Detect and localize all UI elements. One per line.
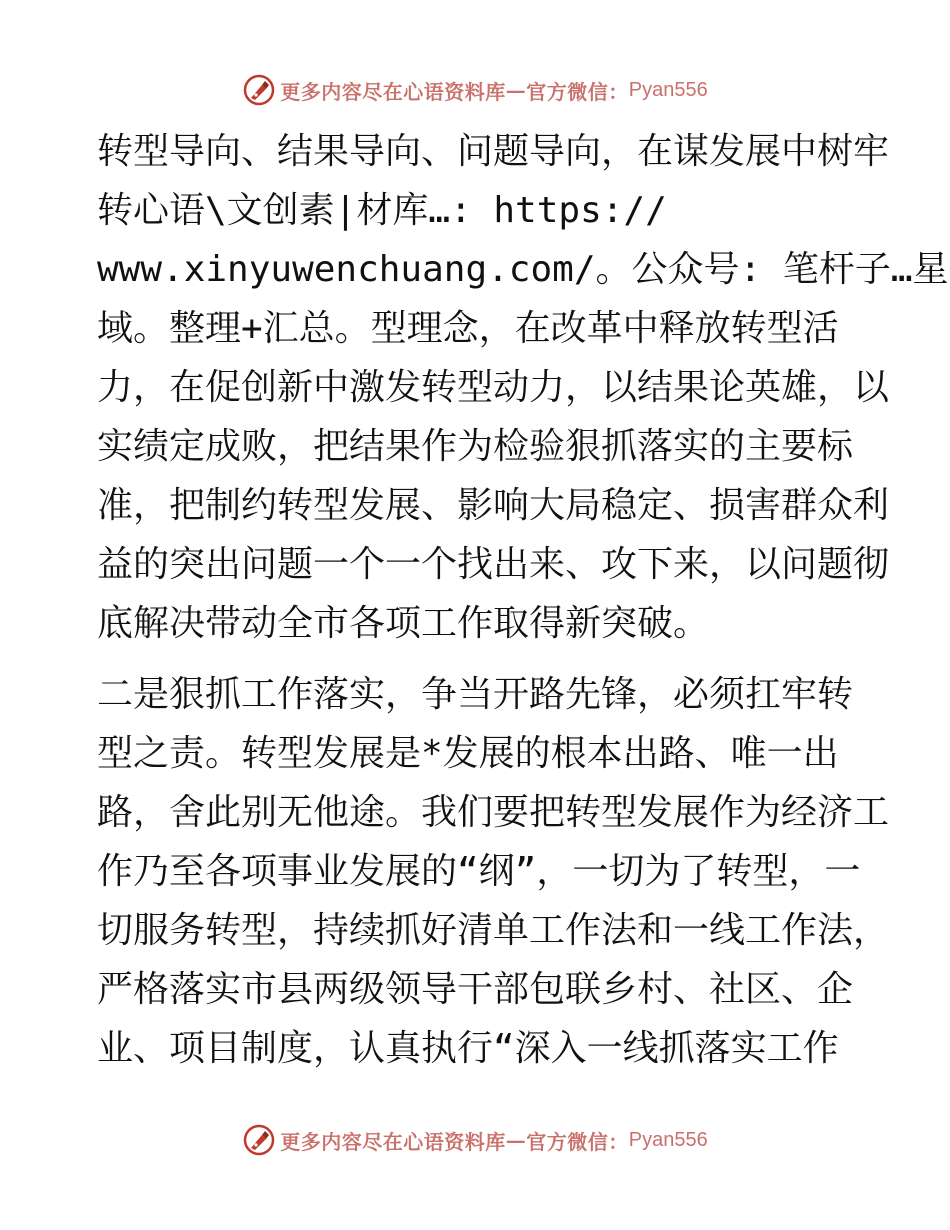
header-watermark-banner — [0, 70, 950, 110]
text-line: 切服务转型，持续抓好清单工作法和一线工作法， — [97, 910, 890, 951]
text-line: 域。整理+汇总。型理念，在改革中释放转型活 — [97, 308, 839, 349]
paragraph-2 — [97, 665, 890, 1078]
banner-subtext: 官方微信： — [526, 1129, 629, 1154]
banner-separator: — — [505, 1128, 527, 1152]
text-line: 业、项目制度，认真执行“深入一线抓落实工作 — [97, 1028, 839, 1069]
banner-subtext: 官方微信： — [526, 79, 629, 104]
pen-nib-logo-icon — [242, 1123, 276, 1157]
text-line: 转心语\文创素|材库…: https:// — [97, 190, 667, 231]
banner-separator: — — [505, 78, 527, 102]
banner-title: 更多内容尽在心语资料库 — [280, 1129, 506, 1154]
banner-handle: Pyan556 — [628, 78, 708, 101]
banner-handle: Pyan556 — [628, 1128, 708, 1151]
text-line: 益的突出问题一个一个找出来、攻下来，以问题彻 — [97, 544, 890, 585]
text-line: 实绩定成败，把结果作为检验狠抓落实的主要标 — [97, 426, 854, 467]
text-line: 作乃至各项事业发展的“纲”，一切为了转型，一 — [97, 851, 861, 892]
footer-watermark-banner — [0, 1120, 950, 1160]
banner-title: 更多内容尽在心语资料库 — [280, 79, 506, 104]
text-line: 路，舍此别无他途。我们要把转型发展作为经济工 — [97, 792, 890, 833]
text-line: www.xinyuwenchuang.com/。公众号: 笔杆子…星 — [97, 249, 949, 290]
text-line: 转型导向、结果导向、问题导向，在谋发展中树牢 — [97, 131, 890, 172]
text-line: 二是狠抓工作落实，争当开路先锋，必须扛牢转 — [97, 674, 854, 715]
document-body — [97, 122, 949, 1078]
paragraph-1 — [97, 122, 949, 653]
text-line: 底解决带动全市各项工作取得新突破。 — [97, 603, 710, 644]
text-line: 型之责。转型发展是*发展的根本出路、唯一出 — [97, 733, 839, 774]
pen-nib-logo-icon — [242, 73, 276, 107]
text-line: 准，把制约转型发展、影响大局稳定、损害群众利 — [97, 485, 890, 526]
text-line: 力，在促创新中激发转型动力，以结果论英雄，以 — [97, 367, 890, 408]
text-line: 严格落实市县两级领导干部包联乡村、社区、企 — [97, 969, 854, 1010]
